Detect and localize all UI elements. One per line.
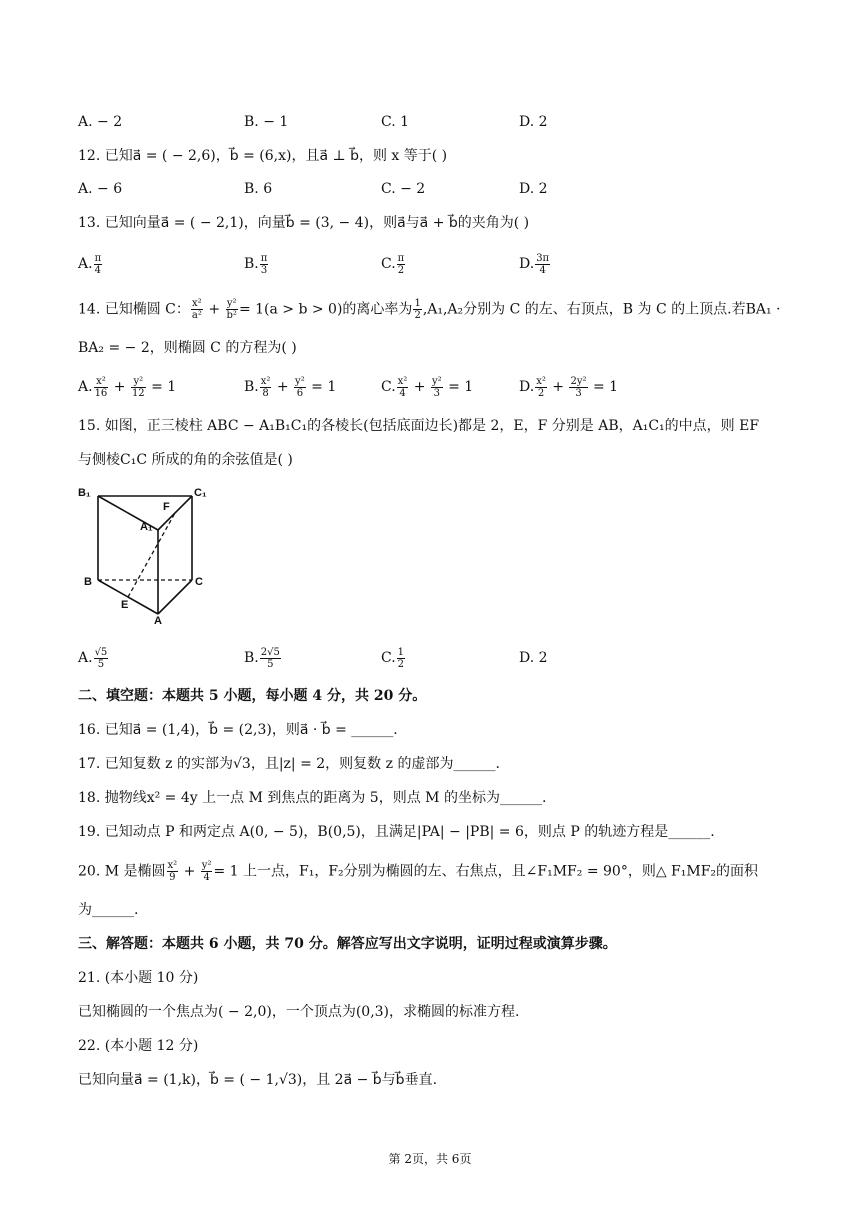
label-a: A — [154, 615, 162, 627]
q16: 16. 已知a⃗ = (1,4)，b⃗ = (2,3)，则a⃗ · b⃗ = ______. — [78, 722, 398, 738]
section-fill-in-heading: 二、填空题：本题共 5 小题，每小题 4 分，共 20 分。 — [78, 688, 427, 704]
label-c1: C₁ — [194, 487, 207, 499]
option-b: B. $\frac{\text{x²}}{8}$ + $\frac{\text{y²}}{6}$ = 1 — [244, 375, 337, 399]
q22-heading: 22. (本小题 12 分) — [78, 1038, 199, 1054]
option-b: B. $\frac{2√5}{5}$ — [244, 646, 280, 670]
label-a1: A₁ — [140, 521, 153, 533]
option-a: A. − 6 — [78, 181, 123, 197]
option-d: D. $\frac{\text{x²}}{2}$ + $\frac{\text{2y²}}{3}$ = 1 — [519, 375, 619, 399]
option-a: A. $\frac{\text{x²}}{16}$ + $\frac{\text{y²}}{12}$ = 1 — [78, 375, 177, 399]
q13-stem: 13. 已知向量a⃗ = ( − 2,1)，向量b⃗ = (3, − 4)，则a⃗与a⃗ + b⃗的夹角为( ) — [78, 215, 530, 231]
label-f: F — [163, 501, 170, 513]
q19: 19. 已知动点 P 和两定点 A(0, − 5)，B(0,5)，且满足|PA| − |PB| = 6，则点 P 的轨迹方程是______. — [78, 824, 715, 840]
q21-body: 已知椭圆的一个焦点为( − 2,0)，一个顶点为(0,3)，求椭圆的标准方程. — [78, 1004, 520, 1020]
option-c: C. 1 — [381, 114, 410, 130]
q21-heading: 21. (本小题 10 分) — [78, 970, 199, 986]
option-b: B. 6 — [244, 181, 273, 197]
prism-figure — [74, 482, 214, 627]
section-solution-heading: 三、解答题：本题共 6 小题，共 70 分。解答应写出文字说明，证明过程或演算步骤。 — [78, 936, 617, 952]
q17: 17. 已知复数 z 的实部为√3，且|z| = 2，则复数 z 的虚部为______. — [78, 756, 500, 772]
label-b1: B₁ — [78, 487, 91, 499]
q20-line1: 20. M 是椭圆 $\frac{\text{x²}}{9}$ + $\frac{\text{y²}}{4}$ = 1 上一点，F₁，F₂分别为椭圆的左、右焦点，且∠F₁MF₂ = 90°，则△ F₁MF₂的面积 — [78, 860, 759, 883]
q14-options — [78, 375, 798, 399]
q18: 18. 抛物线x² = 4y 上一点 M 到焦点的距离为 5，则点 M 的坐标为______. — [78, 790, 547, 806]
option-d: D. $\frac{3\pi}{4}$ — [519, 252, 550, 276]
option-c: C. $\frac{\text{x²}}{4}$ + $\frac{\text{y²}}{3}$ = 1 — [381, 375, 474, 399]
q12-options — [78, 177, 798, 201]
option-d: D. 2 — [519, 650, 548, 666]
option-b: B. − 1 — [244, 114, 289, 130]
q13-options — [78, 252, 798, 276]
option-c: C. $\frac{\pi}{2}$ — [381, 252, 405, 276]
q15-options — [78, 646, 798, 670]
q12-stem: 12. 已知a⃗ = ( − 2,6)，b⃗ = (6,x)，且a⃗ ⊥ b⃗，则 x 等于( ) — [78, 148, 448, 164]
option-a: A. − 2 — [78, 114, 123, 130]
q11-options — [78, 110, 798, 134]
label-b: B — [84, 576, 92, 588]
q14-stem-line1: 14. 已知椭圆 C： $\frac{\text{x²}}{\text{a²}}$ + $\frac{\text{y²}}{\text{b²}}$ = 1(a > b > 0)的离心率为 $\frac{1}{2}$ ,A₁,A₂分别为 C 的左、右顶点，B 为 C 的上顶点.若BA₁ · — [78, 298, 781, 321]
option-b: B. $\frac{\pi}{3}$ — [244, 252, 268, 276]
option-a: A. $\frac{√5}{5}$ — [78, 646, 108, 670]
page-footer: 第 2页，共 6页 — [388, 1152, 472, 1166]
label-c: C — [195, 576, 203, 588]
option-a: A. $\frac{\pi}{4}$ — [78, 252, 102, 276]
q20-line2: 为______. — [78, 902, 139, 918]
option-d: D. 2 — [519, 114, 548, 130]
q22-body: 已知向量a⃗ = (1,k)，b⃗ = ( − 1,√3)，且 2a⃗ − b⃗与b⃗垂直. — [78, 1072, 438, 1088]
q15-stem-line2: 与侧棱C₁C 所成的角的余弦值是( ) — [78, 452, 293, 468]
q14-stem-line2: BA₂ = − 2，则椭圆 C 的方程为( ) — [78, 340, 297, 356]
option-d: D. 2 — [519, 181, 548, 197]
option-c: C. − 2 — [381, 181, 426, 197]
label-e: E — [121, 599, 129, 611]
q15-stem-line1: 15. 如图，正三棱柱 ABC − A₁B₁C₁的各棱长(包括底面边长)都是 2，E，F 分别是 AB，A₁C₁的中点，则 EF — [78, 418, 760, 434]
option-c: C. $\frac{1}{2}$ — [381, 646, 405, 670]
